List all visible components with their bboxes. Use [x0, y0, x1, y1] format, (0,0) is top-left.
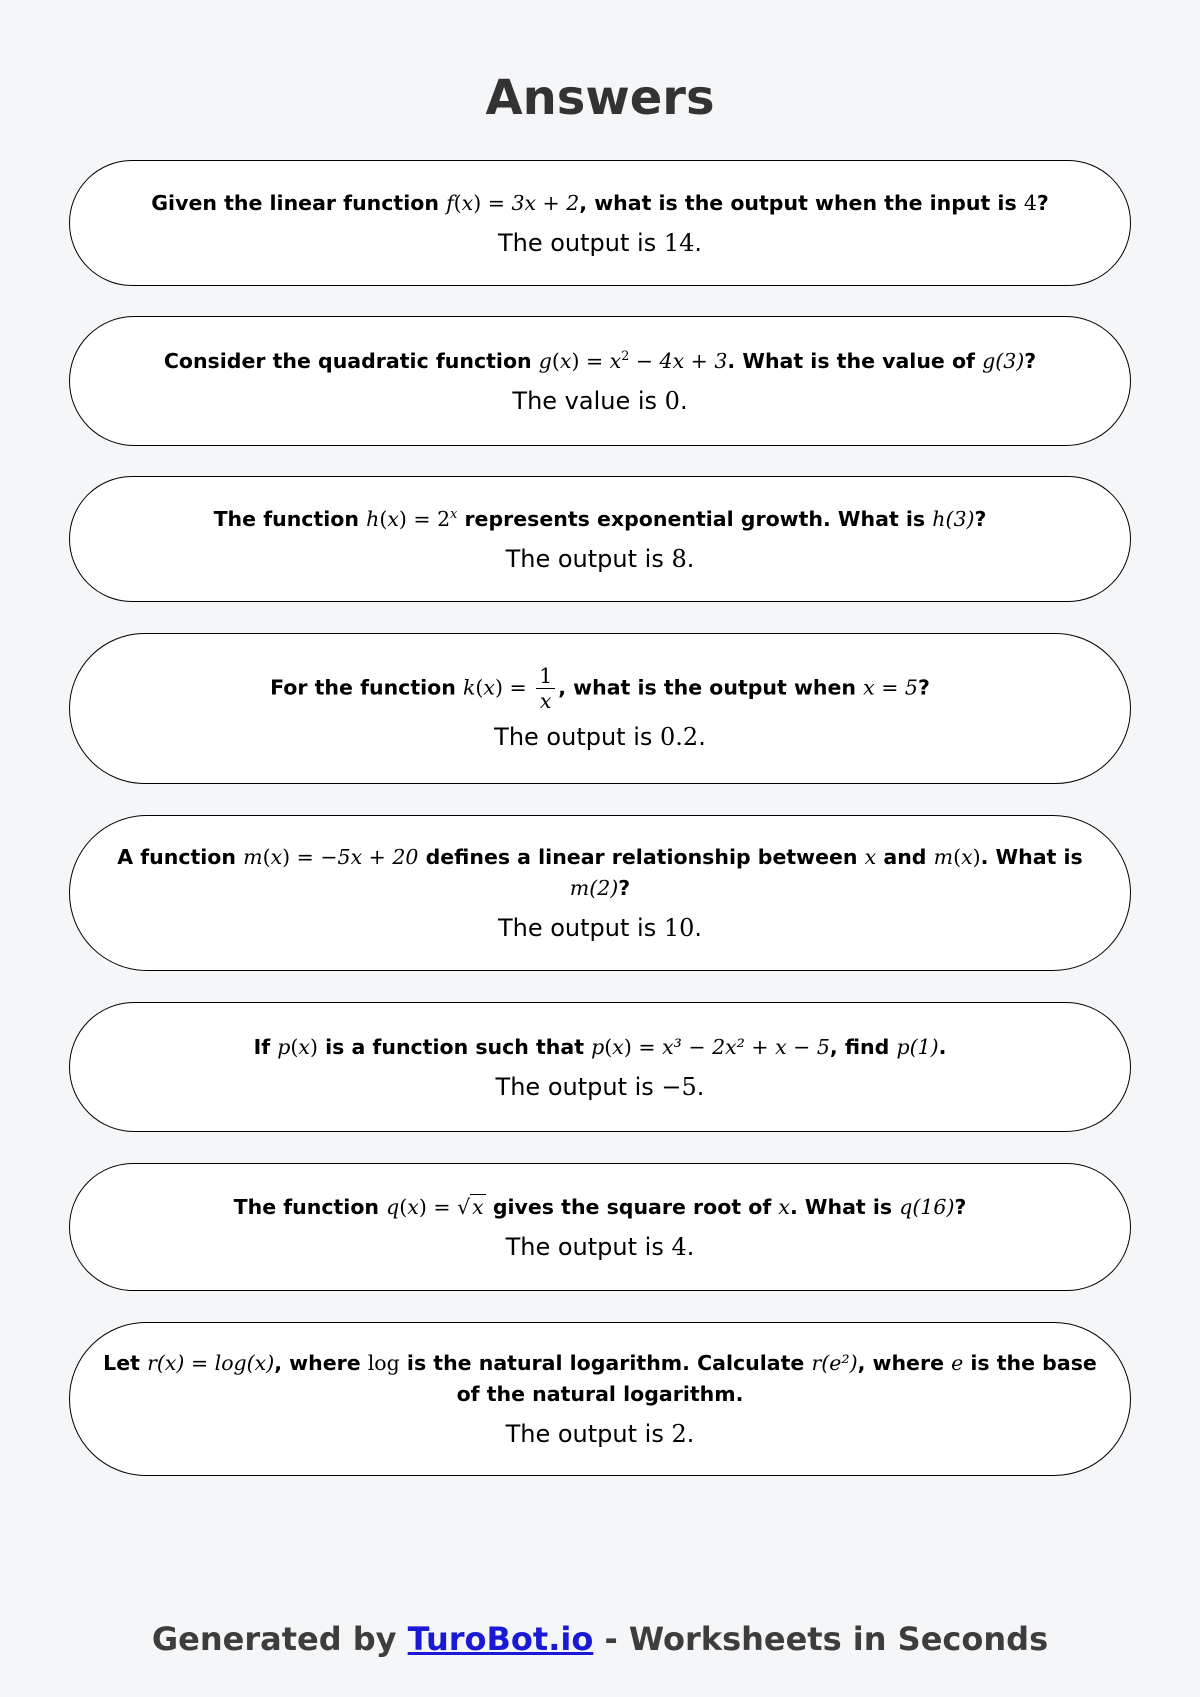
question-text: If p(x) is a function such that p(x) = x³ − 2x² + x − 5, find p(1). — [253, 1034, 947, 1059]
footer-prefix: Generated by — [151, 1620, 408, 1658]
question-text: For the function k(x) = $\frac{1}{x}$ , what is the output when x = 5? — [270, 664, 930, 713]
question-text: Given the linear function f(x) = 3x + 2, what is the output when the input is 4? — [151, 190, 1049, 215]
question-text: The function q(x) = √x gives the square root of x. What is q(16)? — [233, 1194, 967, 1219]
answer-card-4 — [69, 633, 1131, 784]
answer-text: The output is 4. — [505, 1232, 695, 1261]
answer-text: The value is 0. — [512, 386, 688, 415]
turobot-link[interactable]: TuroBot.io — [407, 1620, 594, 1658]
question-text: Let r(x) = log(x), where log is the natural logarithm. Calculate r(e²), where e is the base of the natural logarithm. — [103, 1351, 1097, 1406]
answer-card-8 — [69, 1322, 1131, 1476]
answer-card-7 — [69, 1163, 1131, 1291]
answer-card-2 — [69, 316, 1131, 446]
question-text: The function $h(x) = 2^x$ represents exponential growth. What is h(3)? — [213, 505, 987, 531]
answer-text: The output is 8. — [505, 544, 695, 573]
answer-text: The output is 0.2. — [494, 723, 706, 751]
square-root: √x — [457, 1194, 484, 1219]
footer — [0, 1615, 1200, 1663]
answer-card-3 — [69, 476, 1131, 602]
answer-text: The output is 14. — [497, 228, 703, 257]
answer-card-5 — [69, 815, 1131, 971]
question-text: Consider the quadratic function $g(x) = x^2 - 4x + 3$. What is the value of g(3)? — [163, 347, 1037, 373]
answer-text: The output is 2. — [505, 1420, 695, 1448]
footer-suffix: - Worksheets in Seconds — [593, 1620, 1049, 1658]
answer-card-1 — [69, 160, 1131, 286]
page-title: Answers — [485, 70, 715, 126]
fraction: $\frac{1}{x}$ — [536, 664, 555, 713]
answer-text: The output is 10. — [497, 914, 703, 942]
answer-text: The output is −5. — [495, 1072, 705, 1101]
question-text: A function m(x) = −5x + 20 defines a linear relationship between x and m(x). What is m(2)? — [117, 845, 1083, 900]
answer-card-6 — [69, 1002, 1131, 1132]
